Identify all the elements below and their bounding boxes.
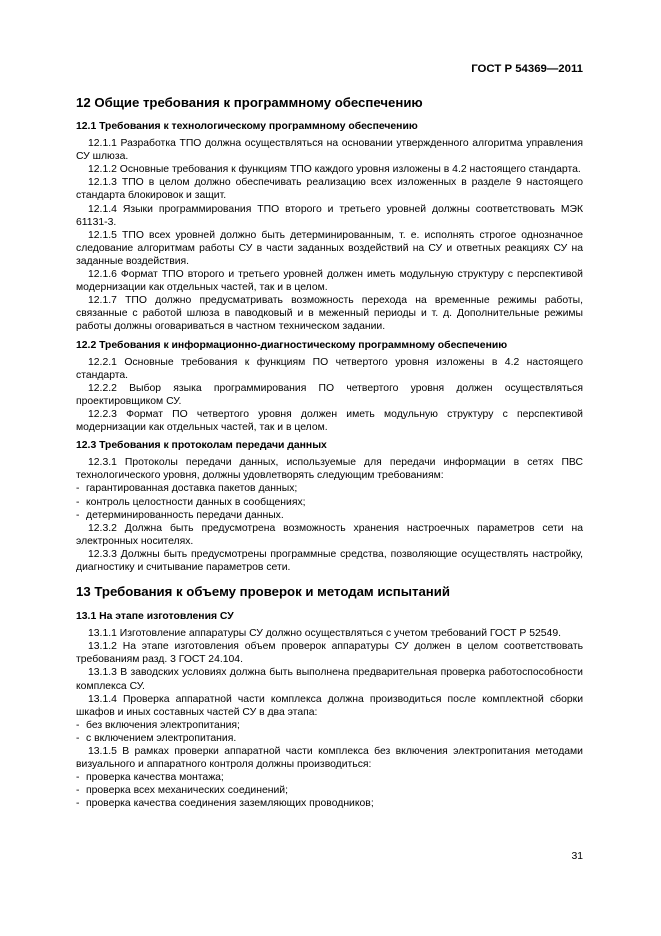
paragraph-13-1-3: 13.1.3 В заводских условиях должна быть выполнена предварительная проверка работоспособности комплекса СУ.: [76, 667, 583, 692]
subsection-12-2-title: 12.2 Требования к информационно-диагностическому программному обеспечению: [76, 339, 508, 351]
paragraph-12-1-3: 12.1.3 ТПО в целом должно обеспечивать реализацию всех изложенных в разделе 9 настоящего стандарта блокировок и защит.: [76, 177, 583, 202]
subsection-12-3-title: 12.3 Требования к протоколам передачи данных: [76, 440, 327, 452]
paragraph-12-1-5: 12.1.5 ТПО всех уровней должно быть детерминированным, т. е. исполнять строгое однозначное следование алгоритмам работы СУ в части заданных воздействий на СУ и ответных реакциях СУ на заданные воздействия.: [76, 229, 583, 267]
paragraph-12-2-1: 12.2.1 Основные требования к функциям ПО четвертого уровня изложены в 4.2 настоящего стандарта.: [76, 356, 583, 381]
section-12-title: 12 Общие требования к программному обеспечению: [76, 95, 423, 110]
list-item: - контроль целостности данных в сообщениях;: [76, 496, 306, 508]
paragraph-13-1-4: 13.1.4 Проверка аппаратной части комплекса должна производиться после комплектной сборки шкафов и иных составных частей СУ в два этапа:: [76, 693, 583, 718]
paragraph-12-3-2: 12.3.2 Должна быть предусмотрена возможность хранения настроечных параметров сети на электронных носителях.: [76, 522, 583, 547]
section-13-title: 13 Требования к объему проверок и методам испытаний: [76, 584, 450, 600]
paragraph-12-1-1: 12.1.1 Разработка ТПО должна осуществляться на основании утвержденного алгоритма управления СУ шлюза.: [76, 138, 583, 163]
page-number: 31: [571, 851, 583, 862]
paragraph-13-1-2: 13.1.2 На этапе изготовления объем проверок аппаратуры СУ должен в целом соответствовать требованиям разд. 3 ГОСТ 24.104.: [76, 641, 583, 666]
paragraph-12-2-2: 12.2.2 Выбор языка программирования ПО четвертого уровня должен осуществляться проектировщиком СУ.: [76, 382, 583, 407]
paragraph-13-1-1: 13.1.1 Изготовление аппаратуры СУ должно осуществляться с учетом требований ГОСТ Р 52549.: [88, 628, 561, 640]
subsection-12-1-title: 12.1 Требования к технологическому программному обеспечению: [76, 121, 418, 132]
list-item: - детерминированность передачи данных.: [76, 509, 284, 521]
paragraph-12-1-6: 12.1.6 Формат ТПО второго и третьего уровней должен иметь модульную структуру с перспективой модернизации как отдельных частей, так и в целом.: [76, 269, 583, 294]
subsection-13-1-title: 13.1 На этапе изготовления СУ: [76, 611, 234, 623]
list-item: - с включением электропитания.: [76, 732, 237, 744]
list-item: - проверка качества соединения заземляющих проводников;: [76, 798, 374, 810]
paragraph-12-3-1: 12.3.1 Протоколы передачи данных, используемые для передачи информации в сетях ПВС технологического уровня, должны удовлетворять следующим требованиям:: [76, 457, 583, 482]
standard-header: ГОСТ Р 54369—2011: [471, 63, 583, 75]
paragraph-12-1-4: 12.1.4 Языки программирования ТПО второго и третьего уровней должны соответствовать МЭК 61131-3.: [76, 203, 583, 228]
paragraph-12-1-2: 12.1.2 Основные требования к функциям ТПО каждого уровня изложены в 4.2 настоящего стандарта.: [88, 164, 581, 176]
list-item: - гарантированная доставка пакетов данных;: [76, 483, 298, 495]
paragraph-12-1-7: 12.1.7 ТПО должно предусматривать возможность перехода на временные режимы работы, связанные с работой шлюза в паводковый и в меженный периоды и т. д. Дополнительные режимы работы должны оговариваться в частном техническом задании.: [76, 295, 583, 333]
list-item: - проверка качества монтажа;: [76, 772, 224, 784]
paragraph-13-1-5: 13.1.5 В рамках проверки аппаратной части комплекса без включения электропитания методами визуального и аппаратного контроля должны производиться:: [76, 746, 583, 771]
paragraph-12-3-3: 12.3.3 Должны быть предусмотрены программные средства, позволяющие осуществлять настройку, диагностику и считывание параметров сети.: [76, 548, 583, 573]
page-content: [76, 92, 583, 811]
list-item: - проверка всех механических соединений;: [76, 785, 288, 797]
list-item: - без включения электропитания;: [76, 719, 240, 731]
paragraph-12-2-3: 12.2.3 Формат ПО четвертого уровня должен иметь модульную структуру с перспективой модернизации как отдельных частей, так и в целом.: [76, 408, 583, 434]
